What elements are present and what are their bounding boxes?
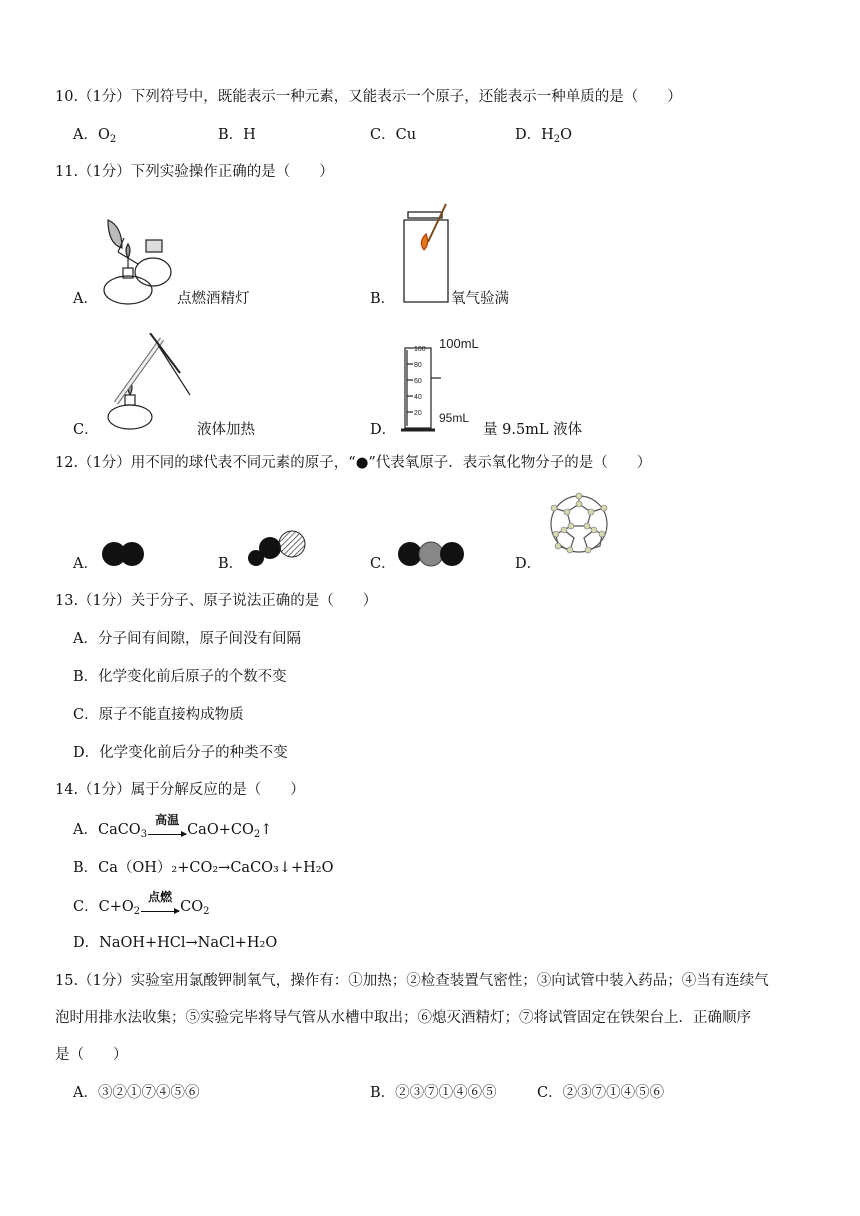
q15-option-b[interactable]: B．②③⑦①④⑥⑤	[370, 1085, 497, 1101]
q13-stem: 13.（1分）关于分子、原子说法正确的是（ ）	[55, 593, 378, 609]
reaction-arrow-icon	[148, 813, 186, 836]
q14-a-sub: 3	[140, 829, 148, 840]
q14-c-reactant: C．C+O	[73, 899, 134, 915]
q12-option-b[interactable]: B．	[218, 556, 244, 572]
q15-stem-line2: 泡时用排水法收集；⑤实验完毕将导气管从水槽中取出；⑥熄灭酒精灯；⑦将试管固定在铁架台上．正确顺序	[55, 1010, 751, 1026]
q12-option-d[interactable]: D．	[515, 556, 542, 572]
q10-option-d[interactable]	[515, 125, 572, 150]
q10-a-text: A．O	[73, 127, 110, 143]
q10-d-suffix: O	[560, 127, 573, 143]
q13-option-c[interactable]: C．原子不能直接构成物质	[73, 707, 244, 723]
molecule-c-figure	[396, 540, 468, 570]
q10-option-c[interactable]: C．Cu	[370, 127, 417, 143]
q11-c-caption: 液体加热	[197, 422, 255, 438]
measuring-cylinder-figure	[397, 320, 487, 436]
q14-c-condition: 点燃	[148, 890, 173, 904]
q14-option-d[interactable]: D．NaOH+HCl→NaCl+H₂O	[73, 935, 278, 951]
q14-c-sub: 2	[133, 906, 141, 917]
q14-option-a[interactable]	[73, 813, 273, 845]
molecule-a-figure	[100, 540, 148, 570]
q14-a-reactant: A．CaCO	[73, 822, 141, 838]
q10-stem: 10.（1分）下列符号中，既能表示一种元素，又能表示一个原子，还能表示一种单质的是（ ）	[55, 89, 682, 105]
q10-a-sub: 2	[109, 134, 117, 145]
q14-c-product: CO	[180, 899, 204, 915]
q13-option-d[interactable]: D．化学变化前后分子的种类不变	[73, 745, 288, 761]
cylinder-tick-100: 100	[414, 346, 426, 353]
q14-option-b[interactable]: B．Ca（OH）₂+CO₂→CaCO₃↓+H₂O	[73, 860, 334, 876]
q12-option-a[interactable]: A．	[73, 556, 98, 572]
q11-a-caption: 点燃酒精灯	[177, 291, 250, 307]
q11-option-b[interactable]: B．	[370, 291, 396, 307]
q10-option-a[interactable]	[73, 125, 116, 150]
q11-d-caption: 量 9.5mL 液体	[483, 422, 583, 438]
q11-option-a[interactable]: A．	[73, 291, 98, 307]
cylinder-tick-80: 80	[414, 362, 422, 369]
cylinder-tick-60: 60	[414, 378, 422, 385]
q10-option-b[interactable]: B．H	[218, 127, 256, 143]
cylinder-tick-20: 20	[414, 410, 422, 417]
gas-up-arrow-icon: ↑	[260, 822, 273, 838]
cylinder-bottom-label: 95mL	[439, 411, 470, 425]
fullerene-figure	[544, 490, 614, 558]
q15-option-c[interactable]: C．②③⑦①④⑤⑥	[537, 1085, 665, 1101]
q14-a-sub2: 2	[253, 829, 261, 840]
cylinder-tick-40: 40	[414, 394, 422, 401]
q12-stem: 12.（1分）用不同的球代表不同元素的原子，“●”代表氧原子．表示氧化物分子的是（ ）	[55, 455, 652, 471]
q12-option-c[interactable]: C．	[370, 556, 396, 572]
reaction-arrow-icon	[141, 890, 179, 913]
oxygen-test-figure	[398, 202, 452, 306]
q11-b-caption: 氧气验满	[451, 291, 509, 307]
q14-a-product: CaO+CO	[187, 822, 254, 838]
q14-option-c[interactable]	[73, 890, 210, 922]
q11-option-d[interactable]: D．	[370, 422, 397, 438]
molecule-b-figure	[246, 530, 310, 570]
q13-option-a[interactable]: A．分子间有间隙，原子间没有间隔	[73, 631, 301, 647]
q14-c-sub2: 2	[203, 906, 210, 917]
q10-d-text: D．H	[515, 127, 554, 143]
q11-stem: 11.（1分）下列实验操作正确的是（ ）	[55, 164, 334, 180]
q10-d-sub: 2	[553, 134, 561, 145]
q14-stem: 14.（1分）属于分解反应的是（ ）	[55, 782, 305, 798]
q13-option-b[interactable]: B．化学变化前后原子的个数不变	[73, 669, 287, 685]
cylinder-top-label: 100mL	[439, 336, 479, 351]
liquid-heating-figure	[100, 333, 196, 433]
q15-stem-line3: 是（ ）	[55, 1047, 128, 1063]
q14-a-condition: 高温	[155, 813, 180, 827]
q15-option-a[interactable]: A．③②①⑦④⑤⑥	[73, 1085, 200, 1101]
q15-stem-line1: 15.（1分）实验室用氯酸钾制氧气，操作有：①加热；②检查装置气密性；③向试管中装入药品；④当有连续气	[55, 973, 769, 989]
q11-option-c[interactable]: C．	[73, 422, 99, 438]
alcohol-lamp-lighting-figure	[98, 212, 180, 308]
